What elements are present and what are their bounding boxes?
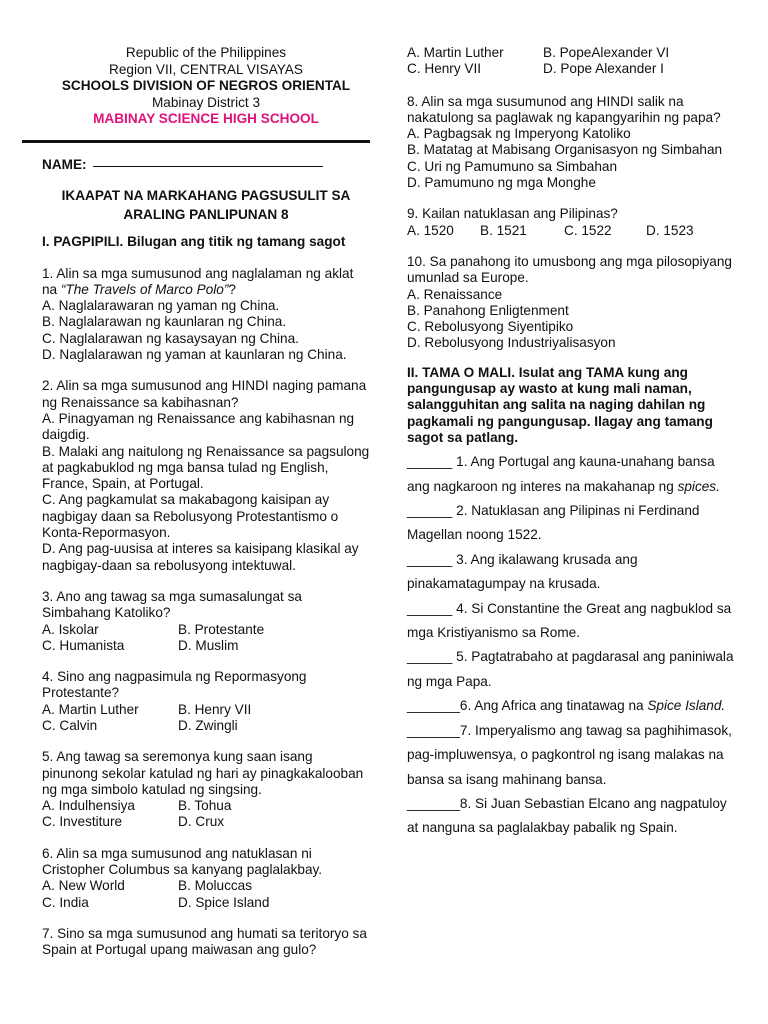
q3-stem: 3. Ano ang tawag sa mga sumasalungat sa Simbahang Katoliko? (42, 588, 302, 621)
header-region: Region VII, CENTRAL VISAYAS (109, 61, 303, 77)
q10-option-c[interactable]: C. Rebolusyong Siyentipiko (407, 319, 574, 335)
q9-option-a[interactable]: A. 1520 (407, 222, 454, 238)
q7-options (407, 0, 739, 78)
q8-option-d[interactable]: D. Pamumuno ng mga Monghe (407, 175, 596, 191)
name-field (42, 157, 370, 173)
tf-item-1 (407, 450, 739, 499)
q7-option-a[interactable]: A. Martin Luther (407, 45, 504, 60)
q8-option-c[interactable]: C. Uri ng Pamumuno sa Simbahan (407, 158, 618, 174)
q7-stem: 7. Sino sa mga sumusunod ang humati sa teritoryo sa Spain at Portugal upang maiwasan ang gulo? (42, 925, 367, 958)
name-blank-line[interactable] (93, 166, 323, 167)
q6-option-d[interactable]: D. Spice Island (178, 894, 270, 910)
question-1 (42, 266, 370, 364)
q10-option-a[interactable]: A. Renaissance (407, 286, 503, 302)
header-divider (22, 140, 370, 143)
q3-option-a[interactable]: A. Iskolar (42, 621, 99, 637)
q6-stem: 6. Alin sa mga sumusunod ang natuklasan ni Cristopher Columbus sa kanyang paglalakbay. (42, 845, 323, 878)
right-column (407, 0, 739, 841)
header-district: Mabinay District 3 (151, 94, 261, 110)
q6-option-b[interactable]: B. Moluccas (178, 878, 253, 894)
q8-stem: 8. Alin sa mga susumunod ang HINDI salik na nakatulong sa paglawak ng kapangyarihin ng papa? (407, 93, 721, 125)
tf-item-6-text: _______6. Ang Africa ang tinatawag na (407, 698, 648, 714)
q10-stem: 10. Sa panahong ito umusbong ang mga pilosopiyang umunlad sa Europe. (407, 253, 732, 286)
q5-option-d[interactable]: D. Crux (178, 814, 225, 830)
q4-option-a[interactable]: A. Martin Luther (42, 701, 139, 717)
name-label: NAME: (42, 156, 87, 172)
q5-option-a[interactable]: A. Indulhensiya (42, 798, 135, 814)
letterhead (42, 0, 370, 128)
q3-option-b[interactable]: B. Protestante (178, 621, 265, 637)
true-false-items (407, 450, 739, 841)
tf-item-2: ______ 2. Natuklasan ang Pilipinas ni Ferdinand Magellan noong 1522. (407, 503, 700, 543)
question-3 (42, 589, 370, 654)
header-school: MABINAY SCIENCE HIGH SCHOOL (93, 111, 319, 127)
q10-option-d[interactable]: D. Rebolusyong Industriyalisasyon (407, 335, 616, 351)
q4-option-c[interactable]: C. Calvin (42, 717, 98, 733)
q1-stem-end: ? (228, 281, 236, 297)
exam-title: IKAAPAT NA MARKAHANG PAGSUSULIT SA ARALING PANLIPUNAN 8 (61, 188, 351, 222)
q4-stem: 4. Sino ang nagpasimula ng Repormasyong Protestante? (42, 669, 307, 701)
q1-stem: 1. Alin sa mga sumusunod ang naglalaman ng aklat na (42, 265, 354, 297)
tf-item-7: _______7. Imperyalismo ang tawag sa paghihimasok, pag-impluwensya, o pagkontrol ng isang malakas na bansa sa isang mahinang bansa. (407, 722, 732, 787)
question-4 (42, 669, 370, 734)
header-division: SCHOOLS DIVISION OF NEGROS ORIENTAL (61, 78, 351, 94)
q2-option-b[interactable]: B. Malaki ang naitulong ng Renaissance sa pagsulong at pagkabuklod ng mga bansa tulad ng English, France, Spain, at Portugal. (42, 443, 370, 492)
q5-option-c[interactable]: C. Investiture (42, 814, 123, 830)
q1-option-d[interactable]: D. Naglalarawan ng yaman at kaunlaran ng China. (42, 347, 347, 363)
question-9 (407, 206, 739, 239)
q8-option-b[interactable]: B. Matatag at Mabisang Organisasyon ng Simbahan (407, 142, 723, 158)
q7-option-b[interactable]: B. PopeAlexander VI (543, 45, 670, 60)
tf-item-8: _______8. Si Juan Sebastian Elcano ang nagpatuloy at nanguna sa paglalakbay pabalik ng Spain. (407, 795, 727, 836)
tf-item-6-italic: Spice Island. (647, 698, 726, 714)
q10-option-b[interactable]: B. Panahong Enligtenment (407, 302, 569, 318)
tf-item-5: ______ 5. Pagtatrabaho at pagdarasal ang paniniwala ng mga Papa. (407, 649, 734, 689)
q2-option-a[interactable]: A. Pinagyaman ng Renaissance ang kabihasnan ng daigdig. (42, 410, 355, 443)
q1-option-c[interactable]: C. Naglalarawan ng kasaysayan ng China. (42, 330, 299, 346)
tf-item-3: ______ 3. Ang ikalawang krusada ang pinakamatagumpay na krusada. (407, 551, 638, 592)
question-5 (42, 749, 370, 830)
q2-option-d[interactable]: D. Ang pag-uusisa at interes sa kaisipang klasikal ay nagbigay-daan sa rebolusyong intektuwal. (42, 541, 359, 573)
q5-option-b[interactable]: B. Tohua (178, 798, 232, 814)
tf-item-6 (407, 694, 739, 718)
q9-option-c[interactable]: C. 1522 (564, 222, 612, 238)
q3-option-d[interactable]: D. Muslim (178, 637, 239, 653)
question-8 (407, 94, 739, 192)
q7-option-c[interactable]: C. Henry VII (407, 61, 482, 77)
q9-stem: 9. Kailan natuklasan ang Pilipinas? (407, 206, 618, 222)
q8-option-a[interactable]: A. Pagbagsak ng Imperyong Katoliko (407, 126, 631, 142)
question-2 (42, 378, 370, 574)
q6-option-a[interactable]: A. New World (42, 878, 125, 894)
question-7 (42, 926, 370, 959)
part2-heading: II. TAMA O MALI. Isulat ang TAMA kung ang pangungusap ay wasto at kung mali naman, salangguhitan ang salita na naging dahilan ng pagkamali ng pangungusap. Ilagay ang tamang sagot sa patlang. (407, 364, 713, 445)
tf-item-4: ______ 4. Si Constantine the Great ang nagbuklod sa mga Kristiyanismo sa Rome. (407, 600, 732, 641)
question-6 (42, 846, 370, 911)
q2-option-c[interactable]: C. Ang pagkamulat sa makabagong kaisipan ay nagbigay daan sa Rebolusyong Protestantismo o Konta-Repormasyon. (42, 492, 339, 541)
question-10 (407, 254, 739, 352)
tf-item-1-text: ______ 1. Ang Portugal ang kauna-unahang bansa ang nagkaroon ng interes na makahanap ng (407, 454, 715, 494)
left-column (42, 0, 370, 959)
header-republic: Republic of the Philippines (125, 45, 287, 60)
q2-stem: 2. Alin sa mga sumusunod ang HINDI naging pamana ng Renaissance sa kabihasnan? (42, 378, 367, 410)
q5-stem: 5. Ang tawag sa seremonya kung saan isang pinunong sekolar katulad ng hari ay pinagkakalooban ng mga simbolo katulad ng singsing. (42, 749, 364, 797)
q6-option-c[interactable]: C. India (42, 894, 89, 910)
q9-option-b[interactable]: B. 1521 (480, 222, 527, 238)
q1-book-title: “The Travels of Marco Polo” (60, 281, 229, 297)
q1-option-b[interactable]: B. Naglalarawan ng kaunlaran ng China. (42, 314, 287, 330)
q4-option-b[interactable]: B. Henry VII (178, 701, 252, 717)
q4-option-d[interactable]: D. Zwingli (178, 717, 238, 733)
q7-option-d[interactable]: D. Pope Alexander I (543, 61, 664, 77)
q9-option-d[interactable]: D. 1523 (646, 222, 694, 238)
q1-option-a[interactable]: A. Naglalarawaran ng yaman ng China. (42, 298, 280, 314)
tf-item-1-italic: spices. (677, 478, 720, 494)
part1-heading: I. PAGPIPILI. Bilugan ang titik ng tamang sagot (42, 234, 346, 250)
q3-option-c[interactable]: C. Humanista (42, 637, 125, 653)
